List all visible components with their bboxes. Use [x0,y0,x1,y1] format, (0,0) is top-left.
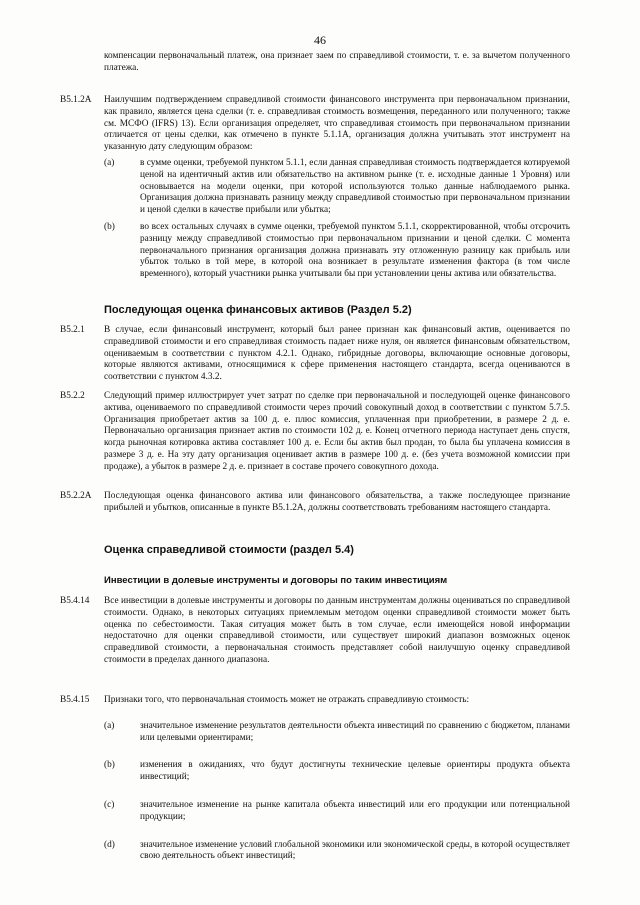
paragraph-label: B5.4.15 [60,695,90,705]
list-item-text: изменения в ожиданиях, что будут достигнуты технические целевые ориентиры продукта объекта инвестиций; [140,760,570,783]
page-number: 46 [314,33,326,47]
section-heading: Последующая оценка финансовых активов (Раздел 5.2) [104,304,412,316]
paragraph-b5-2-2a [60,491,570,515]
paragraph-label: B5.2.2 [60,391,85,401]
subsection-heading-text: Инвестиции в долевые инструменты и договоры по таким инвестициям [104,575,448,586]
paragraph-text: Наилучшим подтверждением справедливой стоимости финансового инструмента при первоначальном признании, как правило, является цена сделки (т. е. справедливая стоимость возмещения, переданного или полученного; также см. МСФО (IFRS) 13). Если организация определяет, что справедливая стоимость при первоначальном признании отличается от цены сделки, как отмечено в пункте 5.1.1A, организация должна учитывать этот инструмент на указанную дату следующим образом: [104,95,570,153]
list-item-text: значительное изменение условий глобальной экономики или экономической среды, в которой осуществляет свою деятельность объект инвестиций; [140,839,570,862]
list-item [104,800,570,824]
list-item-text: во всех остальных случаях в сумме оценки, требуемой пунктом 5.1.1, скорректированной, чтобы отсрочить разницу между справедливой стоимостью при первоначальном признании и ценой сделки. С момента первоначального признания организация должна признавать эту отложенную разницу как прибыль или убыток только в той мере, в которой она возникает в результате изменения фактора (в том числе временного), который участники рынка учитывали бы при установлении цены актива или обязательства. [140,221,570,280]
list-item-label: (a) [104,157,115,168]
subsection-heading [60,575,570,587]
list-item [104,840,570,864]
paragraph-label: B5.4.14 [60,596,90,606]
list-item-text: значительное изменение результатов деятельности объекта инвестиций по сравнению с бюджетом, планами или целевыми ориентирами; [140,720,570,743]
continuation-text: компенсации первоначальный платеж, она признает заем по справедливой стоимости, т. е. за вычетом полученного платежа. [104,51,570,73]
list-item-label: (b) [104,221,115,232]
list-item-label: (d) [104,839,115,850]
paragraph-b5-2-1 [60,325,570,384]
list-item-text: значительное изменение на рынке капитала объекта инвестиций или его продукции или потенциальной продукции; [140,799,570,822]
section-heading-5-4 [60,544,570,557]
paragraph-b5-2-2 [60,391,570,474]
paragraph-text: В случае, если финансовый инструмент, который был ранее признан как финансовый актив, оценивается по справедливой стоимости и его справедливая стоимость падает ниже нуля, он является финансовым обязательством, оцениваемым в соответствии с пунктом 4.2.1. Однако, гибридные договоры, включающие основные договоры, которые являются активами, относящимися к сфере применения настоящего стандарта, всегда оцениваются в соответствии с пунктом 4.3.2. [104,325,570,383]
list-item-label: (a) [104,720,115,731]
list-item [104,760,570,784]
paragraph-label: B5.2.1 [60,325,85,335]
list-item-label: (b) [104,760,115,771]
section-heading-5-2 [60,304,570,317]
list-item [104,721,570,745]
list-item [104,222,570,281]
section-heading: Оценка справедливой стоимости (раздел 5.4) [104,544,354,556]
paragraph-text: Последующая оценка финансового актива или финансового обязательства, а также последующее признание прибылей и убытков, описанные в пункте B5.1.2A, должны соответствовать требованиям настоящего стандарта. [104,491,570,513]
list-item-label: (c) [104,799,115,810]
paragraph-label: B5.1.2A [60,95,92,105]
paragraph-label: B5.2.2A [60,491,92,501]
paragraph-text: Признаки того, что первоначальная стоимость может не отражать справедливую стоимость: [104,695,470,705]
list-item-text: в сумме оценки, требуемой пунктом 5.1.1, если данная справедливая стоимость подтверждается котируемой ценой на идентичный актив или обязательство на активном рынке (т. е. исходные данные 1 Уровня) или основывается на модели оценки, при которой используются только данные наблюдаемого рынка. Организация должна признавать разницу между справедливой стоимостью при первоначальном признании и ценой сделки в качестве прибыли или убытка; [140,157,570,216]
paragraph-b5-4-15 [60,695,570,863]
list-item [104,158,570,217]
paragraph-b5-4-14 [60,596,570,667]
paragraph-b5-1-2a [60,95,570,281]
paragraph-text: Следующий пример иллюстрирует учет затрат по сделке при первоначальной и последующей оценке финансового актива, оцениваемого по справедливой стоимости через прочий совокупный доход в соответствии с пунктом 5.7.5. Организация приобретает актив за 100 д. е. плюс комиссия, уплаченная при приобретении, в размере 2 д. е. Первоначально организация признает актив по стоимости 102 д. е. Конец отчетного периода наступает день спустя, когда рыночная котировка актива составляет 100 д. е. Если бы актив был продан, то была бы уплачена комиссия в размере 3 д. е. На эту дату организация оценивает актив в размере 100 д. е. (без учета возможной комиссии при продаже), а убыток в размере 2 д. е. признает в составе прочего совокупного дохода. [104,391,570,472]
paragraph-text: Все инвестиции в долевые инструменты и договоры по данным инструментам должны оцениваться по справедливой стоимости. Однако, в некоторых ситуациях приемлемым методом оценки справедливой стоимости может быть оценка по себестоимости. Такая ситуация может быть в том случае, если имеющейся новой информации недостаточно для оценки справедливой стоимости, или существует широкий диапазон возможных оценок справедливой стоимости, а первоначальная стоимость представляет собой наилучшую оценку справедливой стоимости в пределах данного диапазона. [104,596,570,665]
continuation-paragraph [60,51,570,75]
